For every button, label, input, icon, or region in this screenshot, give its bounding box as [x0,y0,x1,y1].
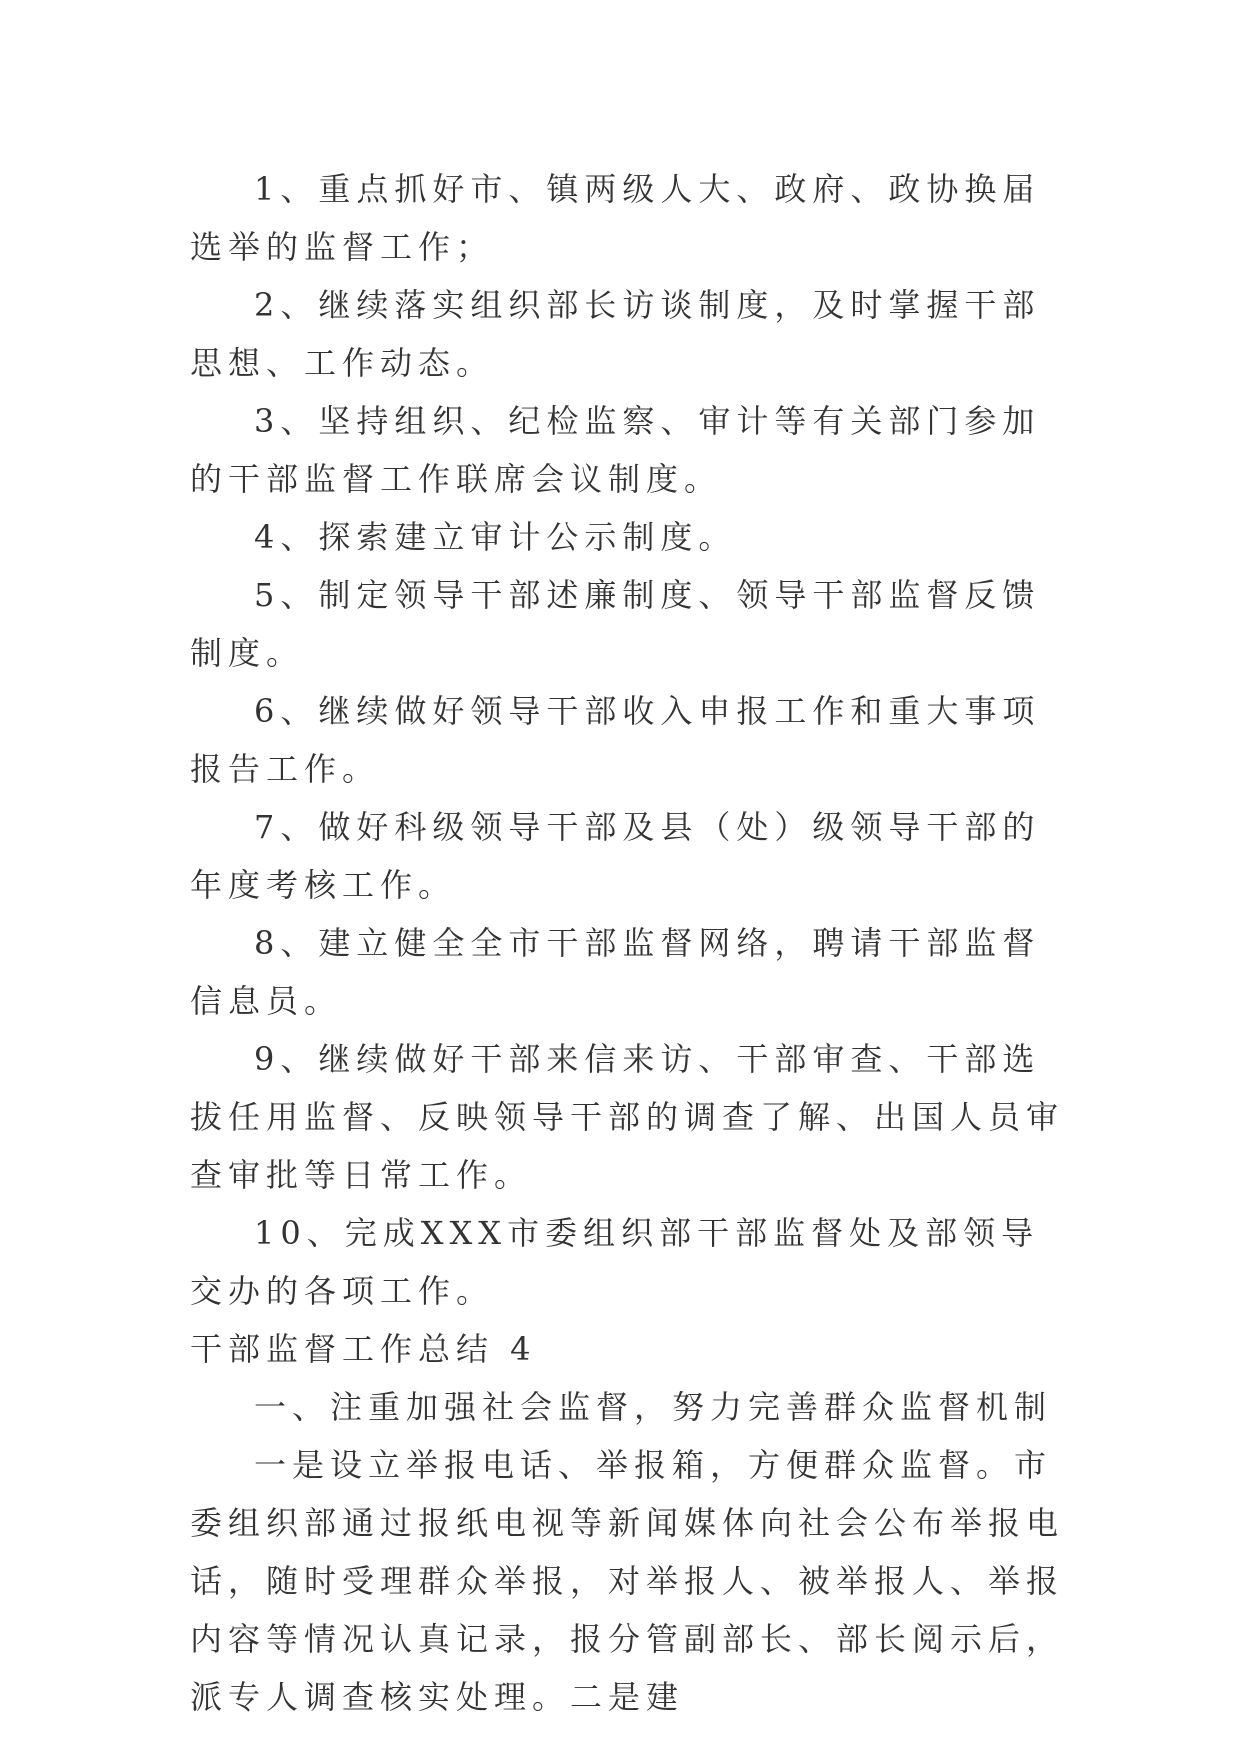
subheading: 一、注重加强社会监督，努力完善群众监督机制 [254,1388,1053,1426]
list-item: 5、制定领导干部述廉制度、领导干部监督反馈制度。 [190,576,1041,672]
list-item: 8、建立健全全市干部监督网络，聘请干部监督信息员。 [190,924,1041,1020]
document-body [190,160,1070,1726]
list-item: 1、重点抓好市、镇两级人大、政府、政协换届选举的监督工作； [190,170,1041,266]
list-item: 10、完成XXX市委组织部干部监督处及部领导交办的各项工作。 [190,1214,1040,1310]
list-item: 7、做好科级领导干部及县（处）级领导干部的年度考核工作。 [190,808,1041,904]
list-item: 3、坚持组织、纪检监察、审计等有关部门参加的干部监督工作联席会议制度。 [190,402,1041,498]
list-item: 2、继续落实组织部长访谈制度，及时掌握干部思想、工作动态。 [190,286,1041,382]
list-item: 4、探索建立审计公示制度。 [254,518,737,556]
section-title: 干部监督工作总结 4 [190,1330,537,1368]
body-paragraph: 一是设立举报电话、举报箱，方便群众监督。市委组织部通过报纸电视等新闻媒体向社会公布举报电话，随时受理群众举报，对举报人、被举报人、举报内容等情况认真记录，报分管副部长、部长阅示后，派专人调查核实处理。二是建 [190,1446,1065,1716]
list-item: 6、继续做好领导干部收入申报工作和重大事项报告工作。 [190,692,1041,788]
list-item: 9、继续做好干部来信来访、干部审查、干部选拔任用监督、反映领导干部的调查了解、出国人员审查审批等日常工作。 [190,1040,1065,1194]
